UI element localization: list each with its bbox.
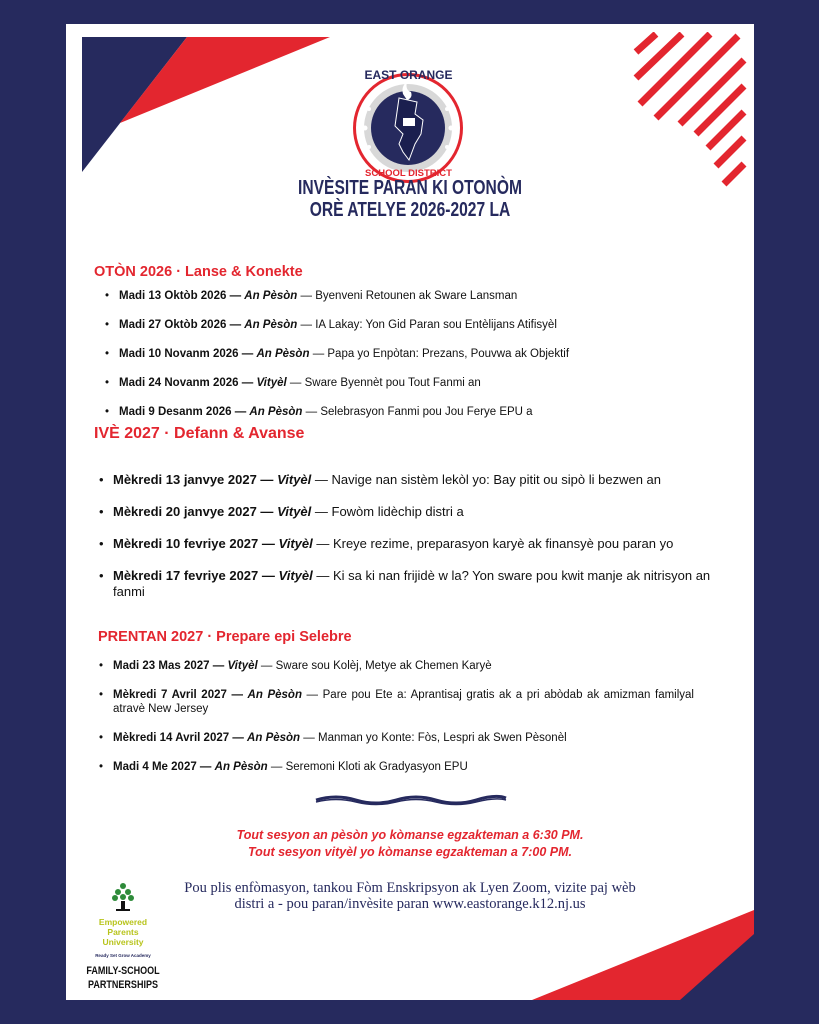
list-item: • Mèkredi 20 janvye 2027 — Vityèl — Fowòm lidèchip distri a — [99, 504, 464, 519]
corner-decoration-top-left — [82, 37, 332, 177]
title-line-1: INVÈSITE PARAN KI OTONÒM — [298, 177, 522, 199]
list-item: • Madi 10 Novanm 2026 — An Pèsòn — Papa yo Enpòtan: Prezans, Pouvwa ak Objektif — [105, 348, 570, 360]
footer-line-2: distri a - pou paran/invèsite paran www.eastorange.k12.nj.us — [234, 896, 586, 912]
footer-info — [166, 880, 654, 912]
list-item: • Madi 9 Desanm 2026 — An Pèsòn — Selebrasyon Fanmi pou Jou Ferye EPU a — [105, 406, 533, 418]
spring-events-list — [99, 659, 694, 774]
corner-decoration-bottom-right — [532, 910, 754, 1000]
logo-bottom-text: SCHOOL DISTRICT — [365, 168, 452, 179]
list-item: • Madi 13 Oktòb 2026 — An Pèsòn — Byenveni Retounen ak Sware Lansman — [105, 290, 518, 302]
list-item: • Mèkredi 7 Avril 2027 — An Pèsòn — Pare pou Ete a: Aprantisaj gratis ak a pri abòdab ak amizman familyal atravè New Jersey — [99, 689, 694, 715]
list-item: • Mèkredi 13 janvye 2027 — Vityèl — Navige nan sistèm lekòl yo: Bay pitit ou sipò li bezwen an — [99, 472, 662, 487]
badge-brand-2: PARTNERSHIPS — [87, 979, 159, 991]
tree-icon — [112, 882, 134, 912]
corner-stripes-top-right — [632, 32, 747, 197]
section-heading-fall: OTÒN 2026 · Lanse & Konekte — [94, 264, 303, 280]
list-item: • Madi 24 Novanm 2026 — Vityèl — Sware Byennèt pou Tout Fanmi an — [105, 377, 481, 389]
list-item: • Madi 27 Oktòb 2026 — An Pèsòn — IA Lakay: Yon Gid Paran sou Entèlijans Atifisyèl — [105, 319, 557, 331]
fall-events-list — [105, 289, 719, 419]
list-item: • Mèkredi 17 fevriye 2027 — Vityèl — Ki sa ki nan frijidè w la? Yon sware pou kwit manje ak nitrisyon an fanmi — [99, 568, 711, 599]
section-heading-winter: IVÈ 2027 · Defann & Avanse — [94, 425, 305, 442]
session-times-note — [166, 827, 654, 861]
section-heading-spring: PRENTAN 2027 · Prepare epi Selebre — [98, 629, 352, 645]
list-item: • Mèkredi 10 fevriye 2027 — Vityèl — Kreye rezime, preparasyon karyè ak finansyè pou paran yo — [99, 536, 674, 551]
title-line-2: ORÈ ATELYE 2026-2027 LA — [309, 199, 511, 221]
epu-badge — [78, 880, 168, 996]
list-item: • Madi 23 Mas 2027 — Vityèl — Sware sou Kolèj, Metye ak Chemen Karyè — [99, 660, 492, 672]
badge-brand-1: FAMILY-SCHOOL — [86, 965, 160, 977]
badge-line-1: Empowered — [98, 917, 148, 927]
winter-events-list — [99, 472, 713, 600]
list-item: • Madi 4 Me 2027 — An Pèsòn — Seremoni Kloti ak Gradyasyon EPU — [99, 761, 468, 773]
page-title — [226, 177, 594, 221]
district-logo — [351, 64, 466, 188]
virtual-note: Tout sesyon vityèl yo kòmanse egzakteman a 7:00 PM. — [248, 845, 572, 859]
wave-divider — [314, 792, 508, 808]
footer-line-1: Pou plis enfòmasyon, tankou Fòm Enskripsyon ak Lyen Zoom, vizite paj wèb — [184, 880, 636, 896]
in-person-note: Tout sesyon an pèsòn yo kòmanse egzakteman a 6:30 PM. — [236, 828, 584, 842]
badge-line-2: Parents — [107, 927, 139, 937]
list-item: • Mèkredi 14 Avril 2027 — An Pèsòn — Manman yo Konte: Fòs, Lespri ak Swen Pèsonèl — [99, 732, 567, 744]
badge-tagline: Ready Set Grow Academy — [95, 953, 151, 958]
badge-line-3: University — [102, 937, 144, 947]
logo-top-text: EAST ORANGE — [364, 68, 453, 82]
flyer-card — [66, 24, 754, 1000]
